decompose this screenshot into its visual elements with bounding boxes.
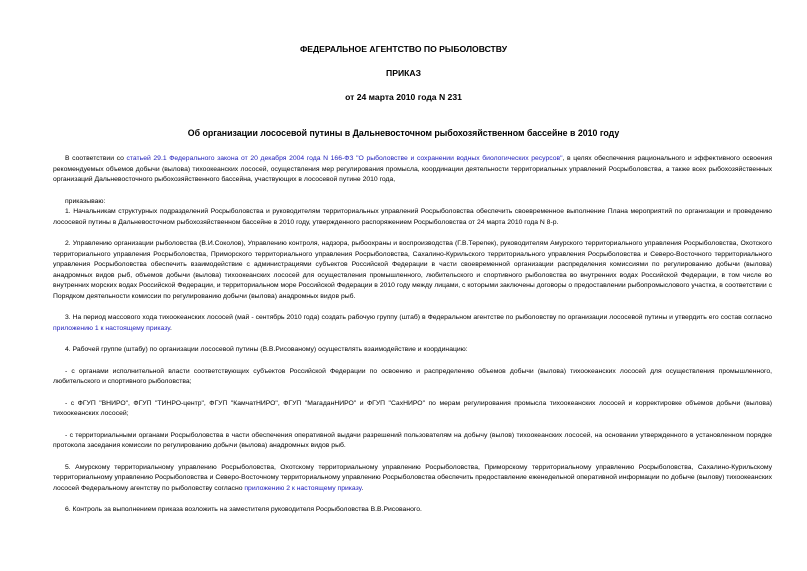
item-3-text-1: 3. На период массового хода тихоокеанских лососей (май - сентябрь 2010 года) создать рабочую группу (штаб) в Федеральном агентстве по рыболовству по организации лососевой путины и утвердить его состав согласно [65,314,772,321]
item-6: 6. Контроль за выполнением приказа возложить на заместителя руководителя Росрыболовства В.В.Рисованого. [65,506,422,513]
item-4: 4. Рабочей группе (штабу) по организации лососевой путины (В.В.Рисованому) осуществлять взаимодействие и координацию: [65,346,468,353]
federal-law-link[interactable]: статьей 29.1 Федерального закона от 20 декабря 2004 года N 166-ФЗ "О рыболовстве и сохранении водных биологических ресурсов" [126,155,563,162]
order-title: ПРИКАЗ [386,68,421,78]
item-2: 2. Управлению организации рыболовства (В.И.Соколов), Управлению контроля, надзора, рыбоохраны и воспроизводства (Г.В.Терепек), руководителям Амурского территориального управления Росрыболовства, Охотского территориального управления Росрыболовства, Приморского территориального управления Росрыболовства, Сахалино-Курильского территориального управления Росрыболовства и Северо-Восточного территориального управления Росрыболовства обеспечить взаимодействие с администрациями субъектов Российской Федерации в части своевременной организации распределения комиссиями по регулированию добычи (вылова) анадромных видов рыб, объемов добычи (вылова) тихоокеанских лососей для осуществления промышленного, любительского и спортивного рыболовства во внутренних водах Российской Федерации, в том числе во внутренних морских водах Российской Федерации, и территориальном море Российской Федерации в 2010 году между лицами, с которыми заключены договоры о предоставлении рыбопромыслового участка, в соответствии с Порядком деятельности комиссии по регулированию добычи (вылова) анадромных видов рыб. [53,240,772,300]
preamble-text-1: В соответствии со [65,155,127,162]
order-word: приказываю: [65,197,106,205]
appendix-2-link[interactable]: приложению 2 к настоящему приказу [244,484,362,492]
preamble-paragraph [53,154,772,186]
appendix-1-link[interactable]: приложению 1 к настоящему приказу [53,324,171,332]
item-4-dash-1: - с органами исполнительной власти соответствующих субъектов Российской Федерации по освоению и распределению объемов добычи (вылова) тихоокеанских лососей для осуществления промышленного, любительского и спортивного рыболовства; [53,367,772,385]
order-date: от 24 марта 2010 года N 231 [345,92,462,102]
item-5 [53,463,772,495]
item-5-text-1: 5. Амурскому территориальному управлению Росрыболовства, Охотскому территориальному управлению Росрыболовства, Приморскому территориальному управлению Росрыболовства, Сахалино-Курильскому территориальному управлению Росрыболовства и Северо-Восточному территориальному управлению Росрыболовства обеспечить предоставление еженедельной оперативной информации по добыче (вылову) тихоокеанских лососей Федеральному агентству по рыболовству согласно [53,463,772,492]
item-4-dash-3: - с территориальными органами Росрыболовства в части обеспечения оперативной выдачи разрешений пользователям на добычу (вылов) тихоокеанских лососей, на основании утвержденного в установленном порядке протокола заседания комиссии по регулированию добычи (вылова) анадромных видов рыб. [53,431,772,449]
agency-title: ФЕДЕРАЛЬНОЕ АГЕНТСТВО ПО РЫБОЛОВСТВУ [299,44,508,54]
order-subject: Об организации лососевой путины в Дальневосточном рыбохозяйственном бассейне в 2010 году [187,128,620,138]
preamble-text-2: , в целях обеспечения рационального и эффективного освоения рекомендуемых объемов добычи (вылова) тихоокеанских лососей, осуществления мер регулирования промысла, координации деятельности территориальных управлений Росрыболовства, а также всех рыбохозяйственных организаций Дальневосточного рыбохозяйственного бассейна, участвующих в лососевой путине 2010 года, [53,155,773,183]
item-3-text-2: . [170,324,172,332]
document-body [53,154,772,516]
item-1: 1. Начальникам структурных подразделений Росрыболовства и руководителям территориальных управлений Росрыболовства обеспечить своевременное выполнение Плана мероприятий по организации и проведению лососевой путины в Дальневосточном рыбохозяйственном бассейне в 2010 году, утвержденного распоряжением Росрыболовства от 24 марта 2010 года N 8-р. [53,208,772,226]
item-4-dash-2: - с ФГУП "ВНИРО", ФГУП "ТИНРО-центр", ФГУП "КамчатНИРО", ФГУП "МагаданНИРО" и ФГУП "СахНИРО" по мерам регулирования промысла тихоокеанских лососей и корректировке объемов добычи (вылова) тихоокеанских лососей; [53,399,772,417]
item-3 [53,313,772,334]
item-5-text-2: . [361,484,364,492]
